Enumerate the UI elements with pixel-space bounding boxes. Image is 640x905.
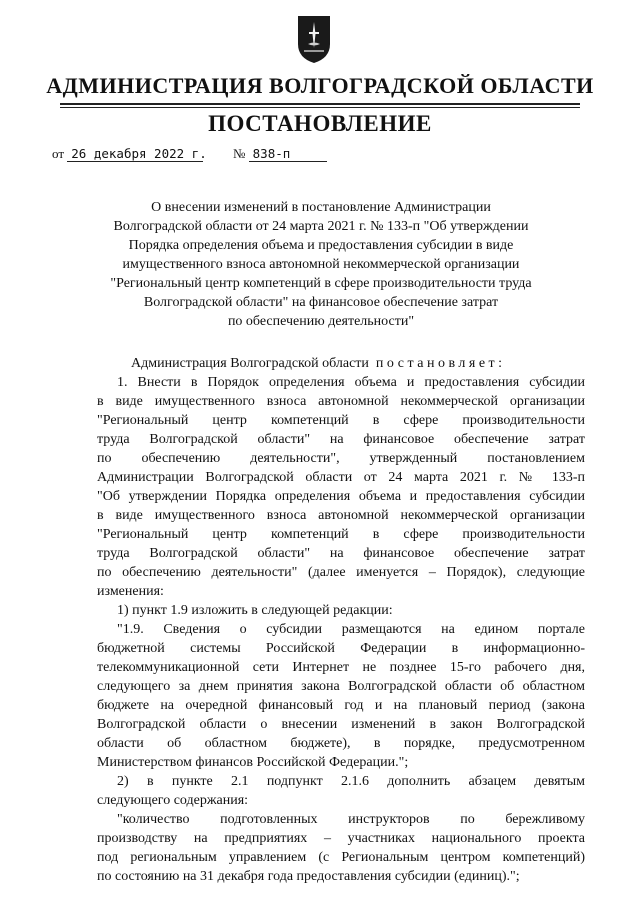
body-line: 2) в пункте 2.1 подпункт 2.1.6 дополнить абзацем девятым	[117, 774, 585, 789]
intro-resolves: постановляет:	[375, 356, 506, 371]
body-line: "Об утверждении Порядка определения объема и предоставления субсидии	[97, 489, 585, 504]
body-line: следующего за днем принятия закона Волгоградской области об областном	[97, 679, 585, 694]
subject-line: "Региональный центр компетенций в сфере производительности труда	[110, 276, 532, 291]
body-line: Министерством финансов Российской Федерации.";	[97, 755, 409, 770]
body-line: по состоянию на 31 декабря года предоставления субсидии (единиц).";	[97, 869, 520, 884]
body-line: 1) пункт 1.9 изложить в следующей редакции:	[117, 603, 393, 618]
body-line: "Региональный центр компетенций в сфере производительности	[97, 527, 585, 542]
intro-text: Администрация Волгоградской области	[131, 356, 369, 371]
document-type: ПОСТАНОВЛЕНИЕ	[208, 111, 432, 136]
date-field	[52, 146, 207, 162]
body-line: бюджете на очередной финансовый год и на плановый период (закона	[97, 698, 585, 713]
number-prefix: №	[233, 146, 246, 161]
number-value: 838-п	[249, 146, 327, 162]
body-line: "Региональный центр компетенций в сфере производительности	[97, 413, 585, 428]
body-line: "1.9. Сведения о субсидии размещаются на едином портале	[117, 622, 585, 637]
subject-line: Волгоградской области от 24 марта 2021 г. № 133-п "Об утверждении	[113, 219, 529, 234]
body-line: по обеспечению деятельности" (далее именуется – Порядок), следующие	[97, 565, 585, 580]
body-line: под региональным управлением (с Региональным центром компетенций)	[97, 850, 585, 865]
body-intro	[97, 354, 585, 373]
subject-line: по обеспечению деятельности"	[227, 314, 415, 329]
body-line: Администрации Волгоградской области от 24 марта 2021 г. № 133-п	[97, 470, 585, 485]
document-subject	[80, 198, 562, 331]
body-line: в виде имущественного взноса автономной некоммерческой организации	[97, 508, 585, 523]
body-line: по обеспечению деятельности", утвержденный постановлением	[97, 451, 585, 466]
body-line: производству на предприятиях – участниках национального проекта	[97, 831, 585, 846]
organization-title: АДМИНИСТРАЦИЯ ВОЛГОГРАДСКОЙ ОБЛАСТИ	[46, 73, 594, 98]
subject-line: Волгоградской области" на финансовое обеспечение затрат	[143, 295, 499, 310]
body-line: изменения:	[97, 584, 164, 599]
subject-line: Порядка определения объема и предоставления субсидии в виде	[128, 238, 514, 253]
body-line: труда Волгоградской области" на финансовое обеспечение затрат	[97, 546, 585, 561]
document-body	[97, 354, 585, 886]
date-prefix: от	[52, 146, 65, 161]
body-line: бюджетной системы Российской Федерации в информационно-	[97, 641, 585, 656]
body-line: Волгоградской области о внесении изменений в закон Волгоградской	[97, 717, 585, 732]
date-value: 26 декабря 2022 г.	[67, 146, 203, 162]
body-line: следующего содержания:	[97, 793, 249, 808]
header-rule-thin	[60, 107, 580, 108]
body-line: телекоммуникационной сети Интернет не позднее 15-го рабочего дня,	[97, 660, 585, 675]
subject-line: имущественного взноса автономной некоммерческой организации	[122, 257, 520, 272]
body-line: труда Волгоградской области" на финансовое обеспечение затрат	[97, 432, 585, 447]
subject-line: О внесении изменений в постановление Администрации	[151, 200, 491, 215]
body-line: в виде имущественного взноса автономной некоммерческой организации	[97, 394, 585, 409]
body-line: 1. Внести в Порядок определения объема и предоставления субсидии	[117, 375, 585, 390]
header-rule-thick	[60, 103, 580, 105]
number-field	[233, 146, 327, 162]
coat-of-arms-emblem	[296, 14, 332, 64]
body-line: области об областном бюджете), в порядке, предусмотренном	[97, 736, 585, 751]
body-line: "количество подготовленных инструкторов по бережливому	[117, 812, 585, 827]
